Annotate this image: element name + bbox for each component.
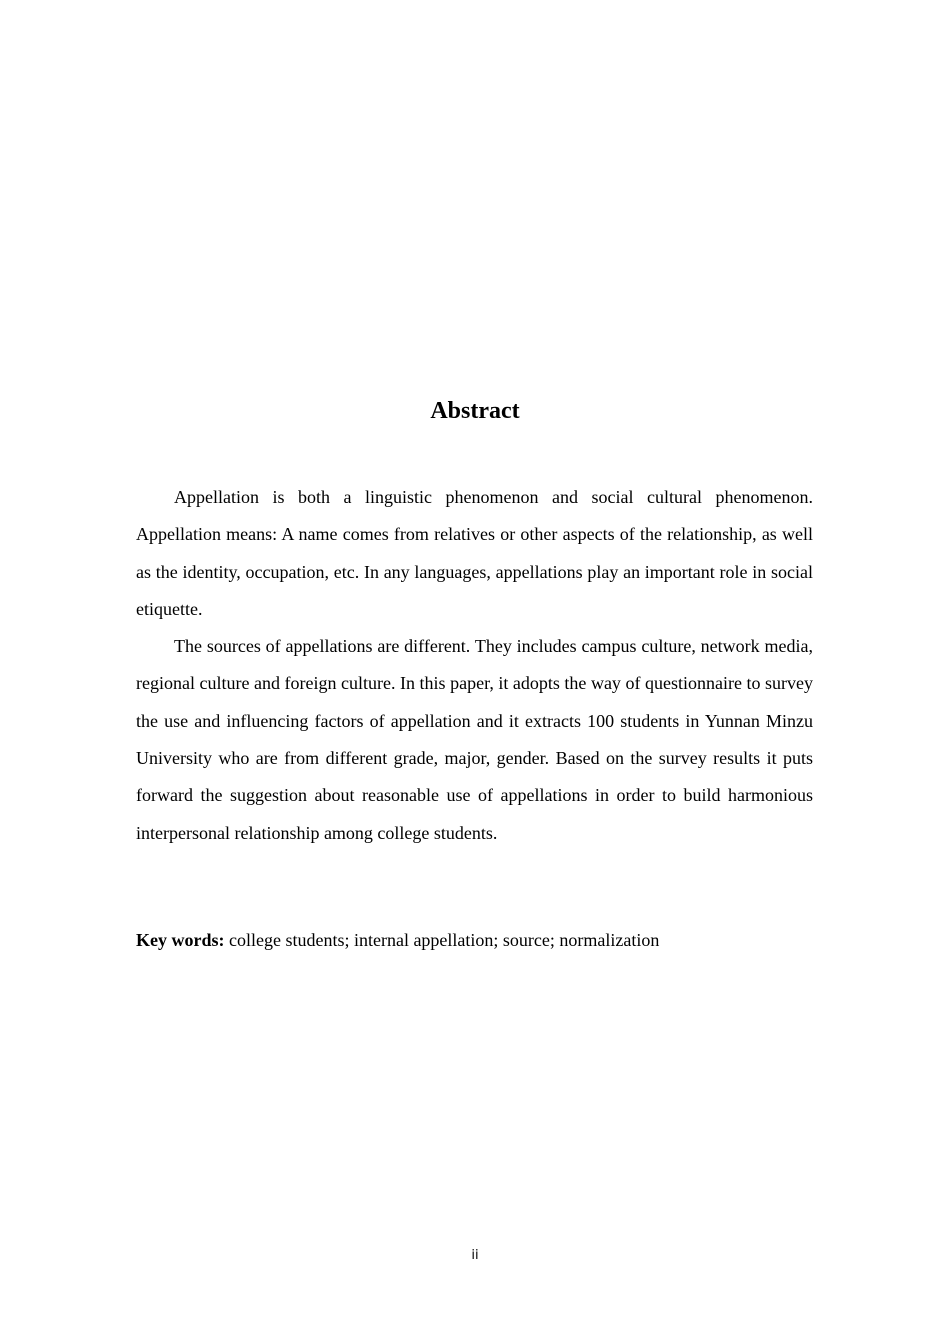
abstract-paragraph-2: The sources of appellations are different. They includes campus culture, network media, regional culture and foreign culture. In this paper, it adopts the way of questionnaire to survey the use and influencing factors of appellation and it extracts 100 students in Yunnan Minzu University who are from different grade, major, gender. Based on the survey results it puts forward the suggestion about reasonable use of appellations in order to build harmonious interpersonal relationship among college students.: [136, 636, 813, 843]
abstract-body: [136, 479, 813, 852]
page-number: ii: [471, 1248, 479, 1263]
keywords-label: Key words:: [136, 930, 225, 950]
keywords-line: [136, 922, 813, 959]
abstract-title: Abstract: [430, 398, 520, 424]
keywords-text: college students; internal appellation; source; normalization: [224, 930, 660, 950]
abstract-paragraph-1: Appellation is both a linguistic phenomenon and social cultural phenomenon. Appellation means: A name comes from relatives or other aspects of the relationship, as well as the identity, occupation, etc. In any languages, appellations play an important role in social etiquette.: [136, 487, 813, 619]
